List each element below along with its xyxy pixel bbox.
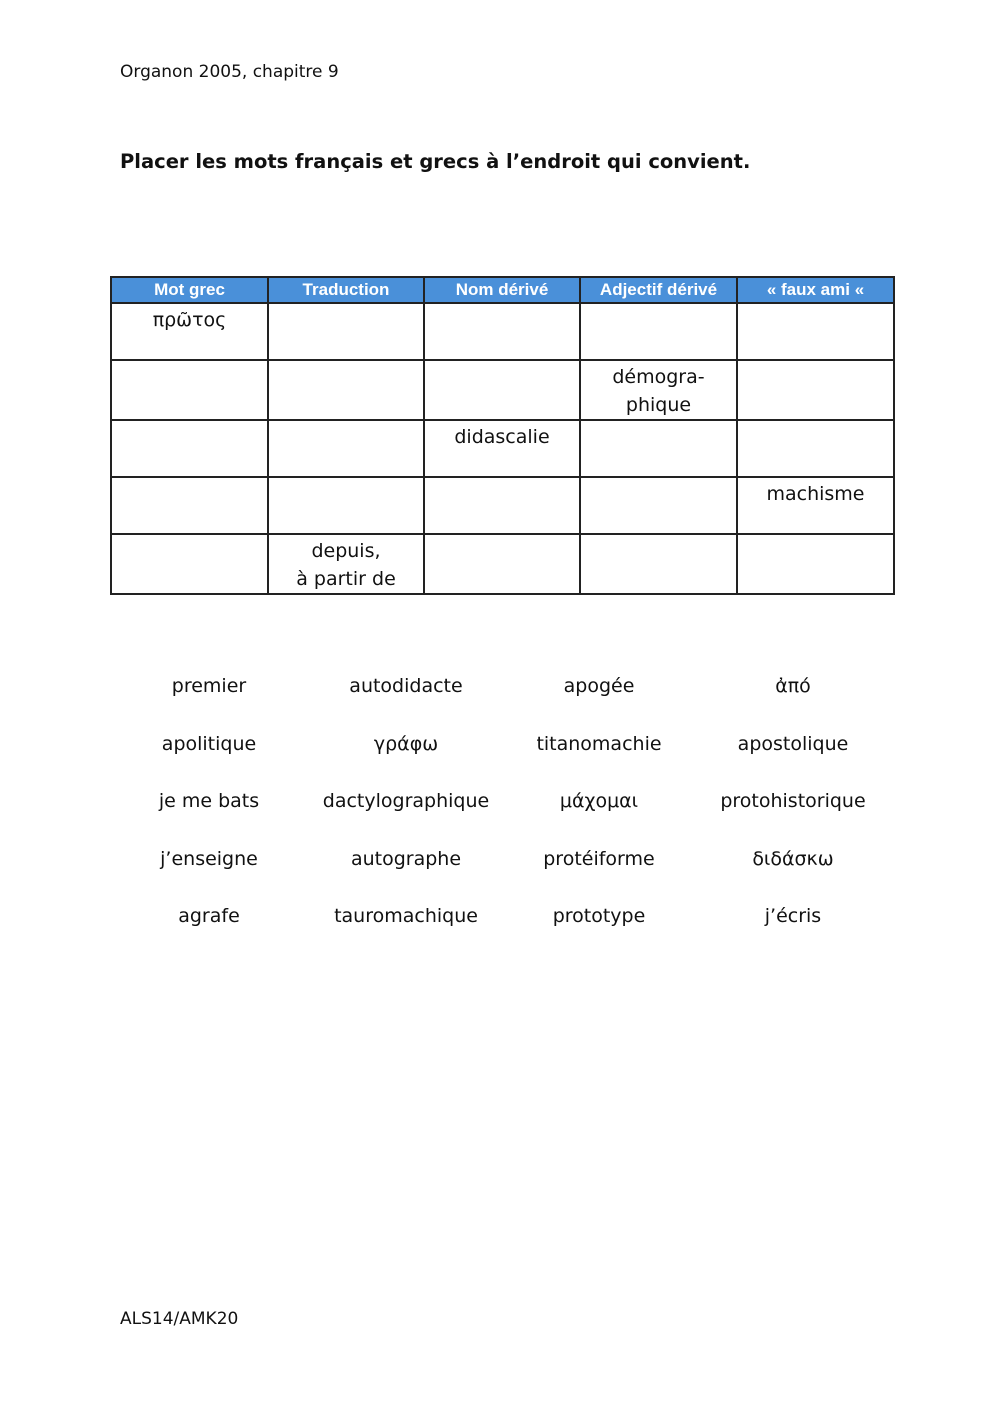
table-cell xyxy=(111,360,268,420)
table-cell xyxy=(424,420,580,477)
table-cell xyxy=(580,360,737,420)
word-bank-item: ἀπό xyxy=(775,675,811,697)
cell-text: depuis, à partir de xyxy=(296,540,396,590)
word-bank-item: agrafe xyxy=(178,905,240,927)
table-cell xyxy=(580,477,737,534)
table-cell xyxy=(424,477,580,534)
word-bank-item: je me bats xyxy=(158,790,260,812)
cell-text xyxy=(269,361,423,363)
table-cell xyxy=(268,420,424,477)
word-bank-item: μάχομαι xyxy=(559,790,639,812)
word-bank-item: autodidacte xyxy=(349,675,463,697)
cell-text xyxy=(112,421,267,423)
cell-text xyxy=(581,304,736,306)
table-cell xyxy=(737,420,894,477)
cell-text xyxy=(425,361,579,363)
word-bank-item: apolitique xyxy=(161,732,257,755)
cell-text xyxy=(738,361,893,363)
word-bank-item: protohistorique xyxy=(720,790,866,812)
word-bank-item: apogée xyxy=(563,675,635,697)
table-cell xyxy=(268,477,424,534)
cell-text xyxy=(112,361,267,363)
instruction-text: Placer les mots français et grecs à l’endroit qui convient. xyxy=(120,150,751,173)
table-header-row xyxy=(111,277,894,303)
column-header-nom-derive: Nom dérivé xyxy=(424,277,580,303)
cell-text xyxy=(738,421,893,423)
document-header: Organon 2005, chapitre 9 xyxy=(120,62,339,82)
word-bank-item: titanomachie xyxy=(536,732,662,755)
word-bank-item: autographe xyxy=(350,847,462,870)
table-cell xyxy=(111,303,268,360)
exercise-table xyxy=(110,276,895,595)
table-row xyxy=(111,534,894,594)
column-header-mot-grec: Mot grec xyxy=(111,277,268,303)
cell-text xyxy=(738,535,893,537)
table-cell xyxy=(737,303,894,360)
word-bank-item: premier xyxy=(171,675,247,697)
table-row xyxy=(111,303,894,360)
table-cell xyxy=(580,420,737,477)
cell-text xyxy=(425,535,579,537)
table-cell xyxy=(580,303,737,360)
cell-text xyxy=(269,478,423,480)
cell-text xyxy=(112,535,267,537)
table-cell xyxy=(424,534,580,594)
table-cell xyxy=(737,360,894,420)
word-bank-item: dactylographique xyxy=(322,790,490,812)
table-cell xyxy=(111,477,268,534)
word-bank-item: apostolique xyxy=(737,732,849,755)
table-cell xyxy=(424,360,580,420)
table-cell xyxy=(268,360,424,420)
column-header-traduction: Traduction xyxy=(268,277,424,303)
table-cell xyxy=(737,477,894,534)
cell-text: πρῶτος xyxy=(152,309,227,331)
cell-text xyxy=(738,304,893,306)
table-cell xyxy=(268,303,424,360)
word-bank-item: γράφω xyxy=(373,732,439,755)
table-row xyxy=(111,420,894,477)
cell-text xyxy=(112,478,267,480)
table-row xyxy=(111,360,894,420)
word-bank-item: protéiforme xyxy=(543,847,655,870)
cell-text xyxy=(269,421,423,423)
cell-text xyxy=(425,478,579,480)
cell-text xyxy=(581,421,736,423)
document-footer: ALS14/AMK20 xyxy=(120,1309,239,1329)
table-row xyxy=(111,477,894,534)
cell-text: machisme xyxy=(766,483,865,505)
word-bank-item: διδάσκω xyxy=(752,847,834,870)
word-bank-item: j’écris xyxy=(764,905,822,927)
cell-text: démogra- phique xyxy=(612,366,705,416)
table-cell xyxy=(111,420,268,477)
cell-text xyxy=(581,535,736,537)
column-header-adjectif-derive: Adjectif dérivé xyxy=(580,277,737,303)
table-cell xyxy=(580,534,737,594)
word-bank-item: j’enseigne xyxy=(160,847,258,870)
cell-text xyxy=(581,478,736,480)
cell-text xyxy=(425,304,579,306)
column-header-faux-ami: « faux ami « xyxy=(737,277,894,303)
word-bank-item: prototype xyxy=(552,905,646,927)
table-cell xyxy=(424,303,580,360)
cell-text: didascalie xyxy=(454,426,550,448)
word-bank-item: tauromachique xyxy=(334,905,478,927)
word-bank xyxy=(110,668,893,956)
table-cell xyxy=(737,534,894,594)
table-cell xyxy=(268,534,424,594)
table-cell xyxy=(111,534,268,594)
cell-text xyxy=(269,304,423,306)
